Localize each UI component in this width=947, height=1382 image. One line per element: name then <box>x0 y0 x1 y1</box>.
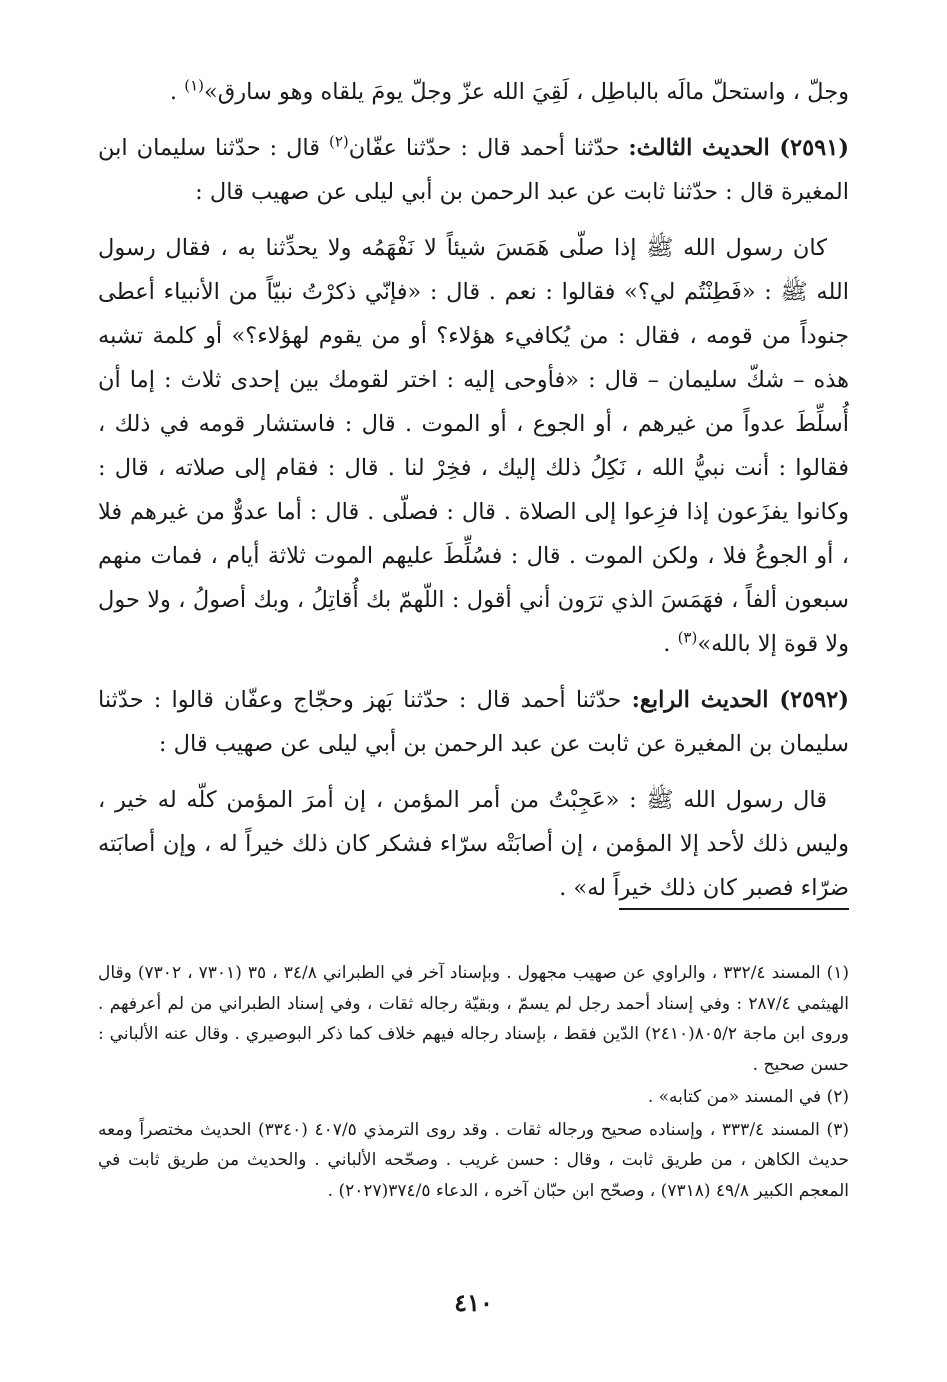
hadith-2592-matn: قال رسول الله ﷺ : «عَجِبْتُ من أمر المؤمن ، إن أمرَ المؤمن كلّه له خير ، وليس ذلك لأحد إلا المؤمن ، إن أصابَتْه سرّاء فشكر كان ذلك خيراً له ، وإن أصابَته ضرّاء فصبر كان ذلك خيراً له» . <box>98 787 849 901</box>
paragraph-continuation: وجلّ ، واستحلّ مالَه بالباطِل ، لَقِيَ الله عزّ وجلّ يومَ يلقاه وهو سارق»$^{(١)}$ . <box>169 76 849 105</box>
footnote-1: (١) المسند ٣٣٢/٤ ، والراوي عن صهيب مجهول . وبإسناد آخر في الطبراني ٣٤/٨ ، ٣٥ (٧٣٠١ ، ٧٣٠٢) وقال الهيثمي ٢٨٧/٤ : وفي إسناد أحمد رجل لم يسمّ ، وبقيّة رجاله ثقات ، وفي إسناد الطبراني من لم أعرفهم . وروى ابن ماجة ٨٠٥/٢(٢٤١٠) الدّين فقط ، بإسناد رجاله فيهم خلاف كما ذكر البوصيري . وقال عنه الألباني : حسن صحيح . <box>98 963 850 1075</box>
footnote-2: (٢) في المسند «من كتابه» . <box>647 1087 849 1107</box>
footnotes <box>98 958 849 1206</box>
hadith-2591-isnad: (٢٥٩١) الحديث الثالث: حدّثنا أحمد قال : حدّثنا عفّان$^{(٢)}$ قال : حدّثنا سليمان ابن المغيرة قال : حدّثنا ثابت عن عبد الرحمن بن أبي ليلى عن صهيب قال : <box>98 132 850 205</box>
hadith-2591-heading: (٢٥٩١) الحديث الثالث: <box>628 135 850 161</box>
footnote-ref-1[interactable]: (١) <box>184 76 204 95</box>
footnote-ref-2[interactable]: (٢) <box>328 132 349 151</box>
hadith-2592-heading: (٢٥٩٢) الحديث الرابع: <box>631 687 849 713</box>
footnote-ref-3[interactable]: (٣) <box>677 628 698 647</box>
page-number: ٤١٠ <box>454 1288 493 1317</box>
hadith-2591-matn: كان رسول الله ﷺ إذا صلّى هَمَسَ شيئاً لا نَفْهَمُه ولا يحدِّثنا به ، فقال رسول الله ﷺ : «فَطِنْتُم لي؟» فقالوا : نعم . قال : «فإنّي ذكرْتُ نبيّاً من الأنبياء أعطى جنوداً من قومه ، فقال : من يُكافيء هؤلاء؟ أو من يقوم لهؤلاء؟» أو كلمة تشبه هذه – شكّ سليمان – قال : «فأوحى إليه : اختر لقومك بين إحدى ثلاث : إما أن أُسلِّطَ عدواً من غيرهم ، أو الجوع ، أو الموت . قال : فاستشار قومه في ذلك ، فقالوا : أنت نبيُّ الله ، نَكِلُ ذلك إليك ، فخِرْ لنا . قال : فقام إلى صلاته ، قال : وكانوا يفزَعون إذا فزِعوا إلى الصلاة . قال : فصلّى . قال : أما عدوٌّ من غيرهم فلا ، أو الجوعُ فلا ، ولكن الموت . قال : فسُلِّطَ عليهم الموت ثلاثة أيام ، فمات منهم سبعون ألفاً ، فهَمَسَ الذي ترَون أني أقول : اللّهمّ بك أُقاتِلُ ، وبك أصولُ ، ولا حول ولا قوة إلا بالله»$^{(٣)}$ . <box>98 235 849 657</box>
footnote-separator <box>619 908 849 910</box>
footnote-3: (٣) المسند ٣٣٣/٤ ، وإسناده صحيح ورجاله ثقات . وقد روى الترمذي ٤٠٧/٥ (٣٣٤٠) الحديث مختصراً ومعه حديث الكاهن ، من طريق ثابت ، وقال : حسن غريب . وصحّحه الألباني . والحديث من طريق ثابت في المعجم الكبير ٤٩/٨ (٧٣١٨) ، وصحّح ابن حبّان آخره ، الدعاء ٣٧٤/٥(٢٠٢٧) . <box>98 1119 849 1201</box>
main-text <box>98 70 849 910</box>
hadith-2592-isnad: (٢٥٩٢) الحديث الرابع: حدّثنا أحمد قال : حدّثنا بَهز وحجّاج وعفّان قالوا : حدّثنا سليمان بن المغيرة عن ثابت عن عبد الرحمن بن أبي ليلى عن صهيب قال : <box>98 687 849 757</box>
